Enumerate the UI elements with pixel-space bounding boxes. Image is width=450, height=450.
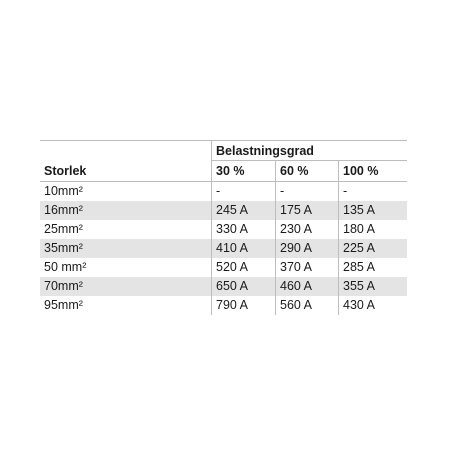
- value-cell-100: 285 A: [338, 258, 407, 277]
- column-header-60: 60 %: [275, 161, 338, 181]
- value-cell-60: 370 A: [275, 258, 338, 277]
- table-row: [40, 239, 407, 258]
- size-cell: 25mm²: [44, 222, 83, 236]
- size-cell: 50 mm²: [44, 260, 87, 274]
- value-cell-30: 330 A: [211, 220, 275, 239]
- table-row: [40, 258, 407, 277]
- value-cell-30: 650 A: [211, 277, 275, 296]
- size-cell: 35mm²: [44, 241, 83, 255]
- column-header-30: 30 %: [211, 161, 275, 181]
- table-row: [40, 220, 407, 239]
- load-rating-table: [40, 140, 407, 315]
- table-row: [40, 182, 407, 201]
- group-header-spacer: [40, 141, 211, 161]
- size-cell: 70mm²: [44, 279, 83, 293]
- value-cell-30: 245 A: [211, 201, 275, 220]
- table-row: [40, 201, 407, 220]
- value-cell-30: -: [211, 182, 275, 201]
- value-cell-60: 230 A: [275, 220, 338, 239]
- value-cell-30: 790 A: [211, 296, 275, 315]
- value-cell-60: 290 A: [275, 239, 338, 258]
- value-cell-100: 135 A: [338, 201, 407, 220]
- table-row: [40, 296, 407, 315]
- value-cell-30: 410 A: [211, 239, 275, 258]
- column-header-row: [40, 161, 407, 182]
- value-cell-100: 430 A: [338, 296, 407, 315]
- value-cell-30: 520 A: [211, 258, 275, 277]
- group-header-row: [40, 141, 407, 161]
- value-cell-100: 225 A: [338, 239, 407, 258]
- size-cell: 10mm²: [44, 184, 83, 198]
- value-cell-60: 175 A: [275, 201, 338, 220]
- value-cell-60: -: [275, 182, 338, 201]
- table-row: [40, 277, 407, 296]
- row-header-label: Storlek: [44, 164, 87, 178]
- value-cell-100: 180 A: [338, 220, 407, 239]
- value-cell-60: 560 A: [275, 296, 338, 315]
- value-cell-100: -: [338, 182, 407, 201]
- size-cell: 16mm²: [44, 203, 83, 217]
- value-cell-60: 460 A: [275, 277, 338, 296]
- column-header-100: 100 %: [338, 161, 407, 181]
- value-cell-100: 355 A: [338, 277, 407, 296]
- size-cell: 95mm²: [44, 298, 83, 312]
- group-header-label: Belastningsgrad: [211, 141, 407, 161]
